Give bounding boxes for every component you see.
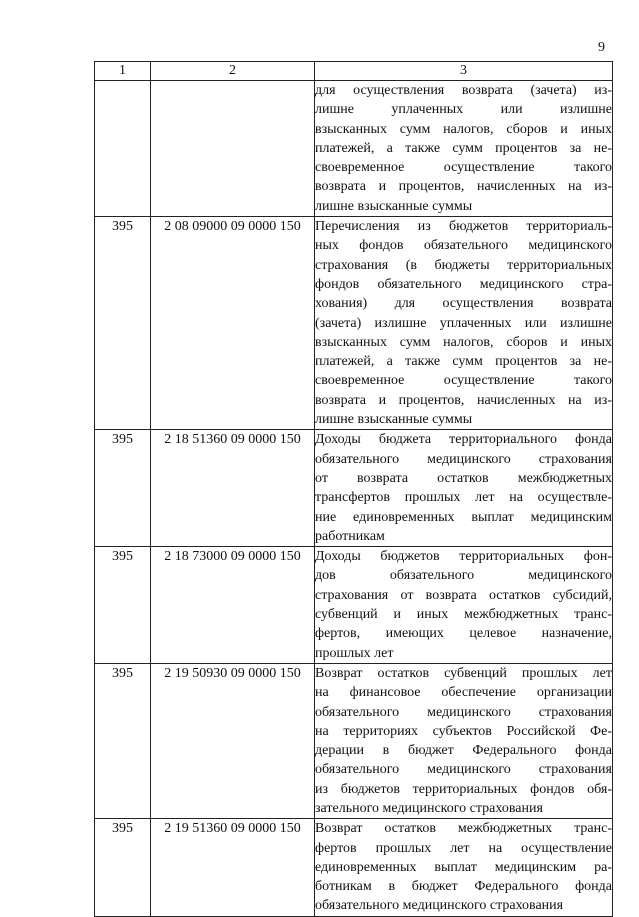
description-line: своевременное осуществление такого — [315, 373, 612, 389]
description-line: обязательного медицинского страхования — [315, 898, 564, 914]
description-line: лишне взысканные суммы — [315, 412, 473, 428]
admin-code-cell: 395 — [95, 217, 151, 430]
table-row — [95, 81, 613, 217]
description-line: от возврата остатков межбюджетных — [315, 470, 612, 486]
description-line: лишне уплаченных или излишне — [315, 102, 612, 118]
budget-code-table — [94, 61, 613, 917]
description-line: трансфертов прошлых лет на осуществле- — [315, 490, 612, 506]
description-line: обязательного медицинского страхования — [315, 762, 612, 778]
description-line: фертов, имеющих целевое назначение, — [315, 626, 612, 642]
header-col-2: 2 — [151, 62, 315, 81]
admin-code-cell: 395 — [95, 819, 151, 916]
budget-classification-code-cell: 2 18 51360 09 0000 150 — [151, 430, 315, 547]
description-cell — [315, 217, 613, 430]
budget-classification-code-cell — [151, 81, 315, 217]
description-line: возврата и процентов, начисленных на из- — [315, 392, 612, 408]
description-cell — [315, 663, 613, 818]
budget-classification-code-cell: 2 08 09000 09 0000 150 — [151, 217, 315, 430]
header-col-1: 1 — [95, 62, 151, 81]
budget-classification-code-cell: 2 19 51360 09 0000 150 — [151, 819, 315, 916]
description-line: обязательного медицинского страхования — [315, 451, 612, 467]
description-line: взысканных сумм налогов, сборов и иных — [315, 121, 612, 137]
description-line: фертов прошлых лет на осуществление — [315, 840, 612, 856]
description-line: хования) для осуществления возврата — [315, 296, 612, 312]
description-line: Доходы бюджета территориального фонда — [315, 432, 612, 448]
table-row — [95, 430, 613, 547]
description-line: для осуществления возврата (зачета) из- — [315, 83, 612, 98]
header-col-3: 3 — [315, 62, 613, 81]
description-line: взысканных сумм налогов, сборов и иных — [315, 334, 612, 350]
table-row — [95, 819, 613, 916]
description-line: ботникам в бюджет Федерального фонда — [315, 879, 612, 895]
description-line: страхования (в бюджеты территориальных — [315, 257, 612, 273]
table-header-row — [95, 62, 613, 81]
description-line: Возврат остатков межбюджетных транс- — [315, 821, 612, 837]
description-line: на финансовое обеспечение организации — [315, 685, 612, 701]
table-row — [95, 547, 613, 664]
table-body — [95, 62, 613, 917]
admin-code-cell: 395 — [95, 547, 151, 664]
description-line: платежей, а также сумм процентов за не- — [315, 354, 612, 370]
description-line: страхования от возврата остатков субсидий, — [315, 587, 612, 603]
description-cell — [315, 547, 613, 664]
description-line: прошлых лет — [315, 645, 394, 661]
description-cell — [315, 81, 613, 217]
description-line: из бюджетов территориальных фондов обя- — [315, 781, 612, 797]
description-line: (зачета) излишне уплаченных или излишне — [315, 315, 612, 331]
description-line: своевременное осуществление такого — [315, 160, 612, 176]
description-line: лишне взысканные суммы — [315, 198, 473, 214]
description-line: на территориях субъектов Российской Фе- — [315, 723, 612, 739]
description-line: дов обязательного медицинского — [315, 568, 612, 584]
description-line: Возврат остатков субвенций прошлых лет — [315, 665, 612, 681]
admin-code-cell — [95, 81, 151, 217]
description-line: Доходы бюджетов территориальных фон- — [315, 549, 612, 565]
budget-classification-code-cell: 2 19 50930 09 0000 150 — [151, 663, 315, 818]
description-line: фондов обязательного медицинского стра- — [315, 276, 612, 292]
description-line: единовременных выплат медицинским ра- — [315, 859, 612, 875]
budget-classification-code-cell: 2 18 73000 09 0000 150 — [151, 547, 315, 664]
admin-code-cell: 395 — [95, 663, 151, 818]
description-line: платежей, а также сумм процентов за не- — [315, 140, 612, 156]
table-row — [95, 663, 613, 818]
description-line: работникам — [315, 528, 385, 544]
description-line: возврата и процентов, начисленных на из- — [315, 179, 612, 195]
page-number: 9 — [598, 40, 605, 55]
description-line: обязательного медицинского страхования — [315, 704, 612, 720]
description-line: ние единовременных выплат медицинским — [315, 509, 612, 525]
description-line: зательного медицинского страхования — [315, 800, 543, 816]
description-cell — [315, 819, 613, 916]
description-line: Перечисления из бюджетов территориаль- — [315, 219, 612, 235]
admin-code-cell: 395 — [95, 430, 151, 547]
table-row — [95, 217, 613, 430]
description-line: субвенций и иных межбюджетных транс- — [315, 607, 612, 623]
description-cell — [315, 430, 613, 547]
description-line: дерации в бюджет Федерального фонда — [315, 743, 612, 759]
description-line: ных фондов обязательного медицинского — [315, 238, 612, 254]
